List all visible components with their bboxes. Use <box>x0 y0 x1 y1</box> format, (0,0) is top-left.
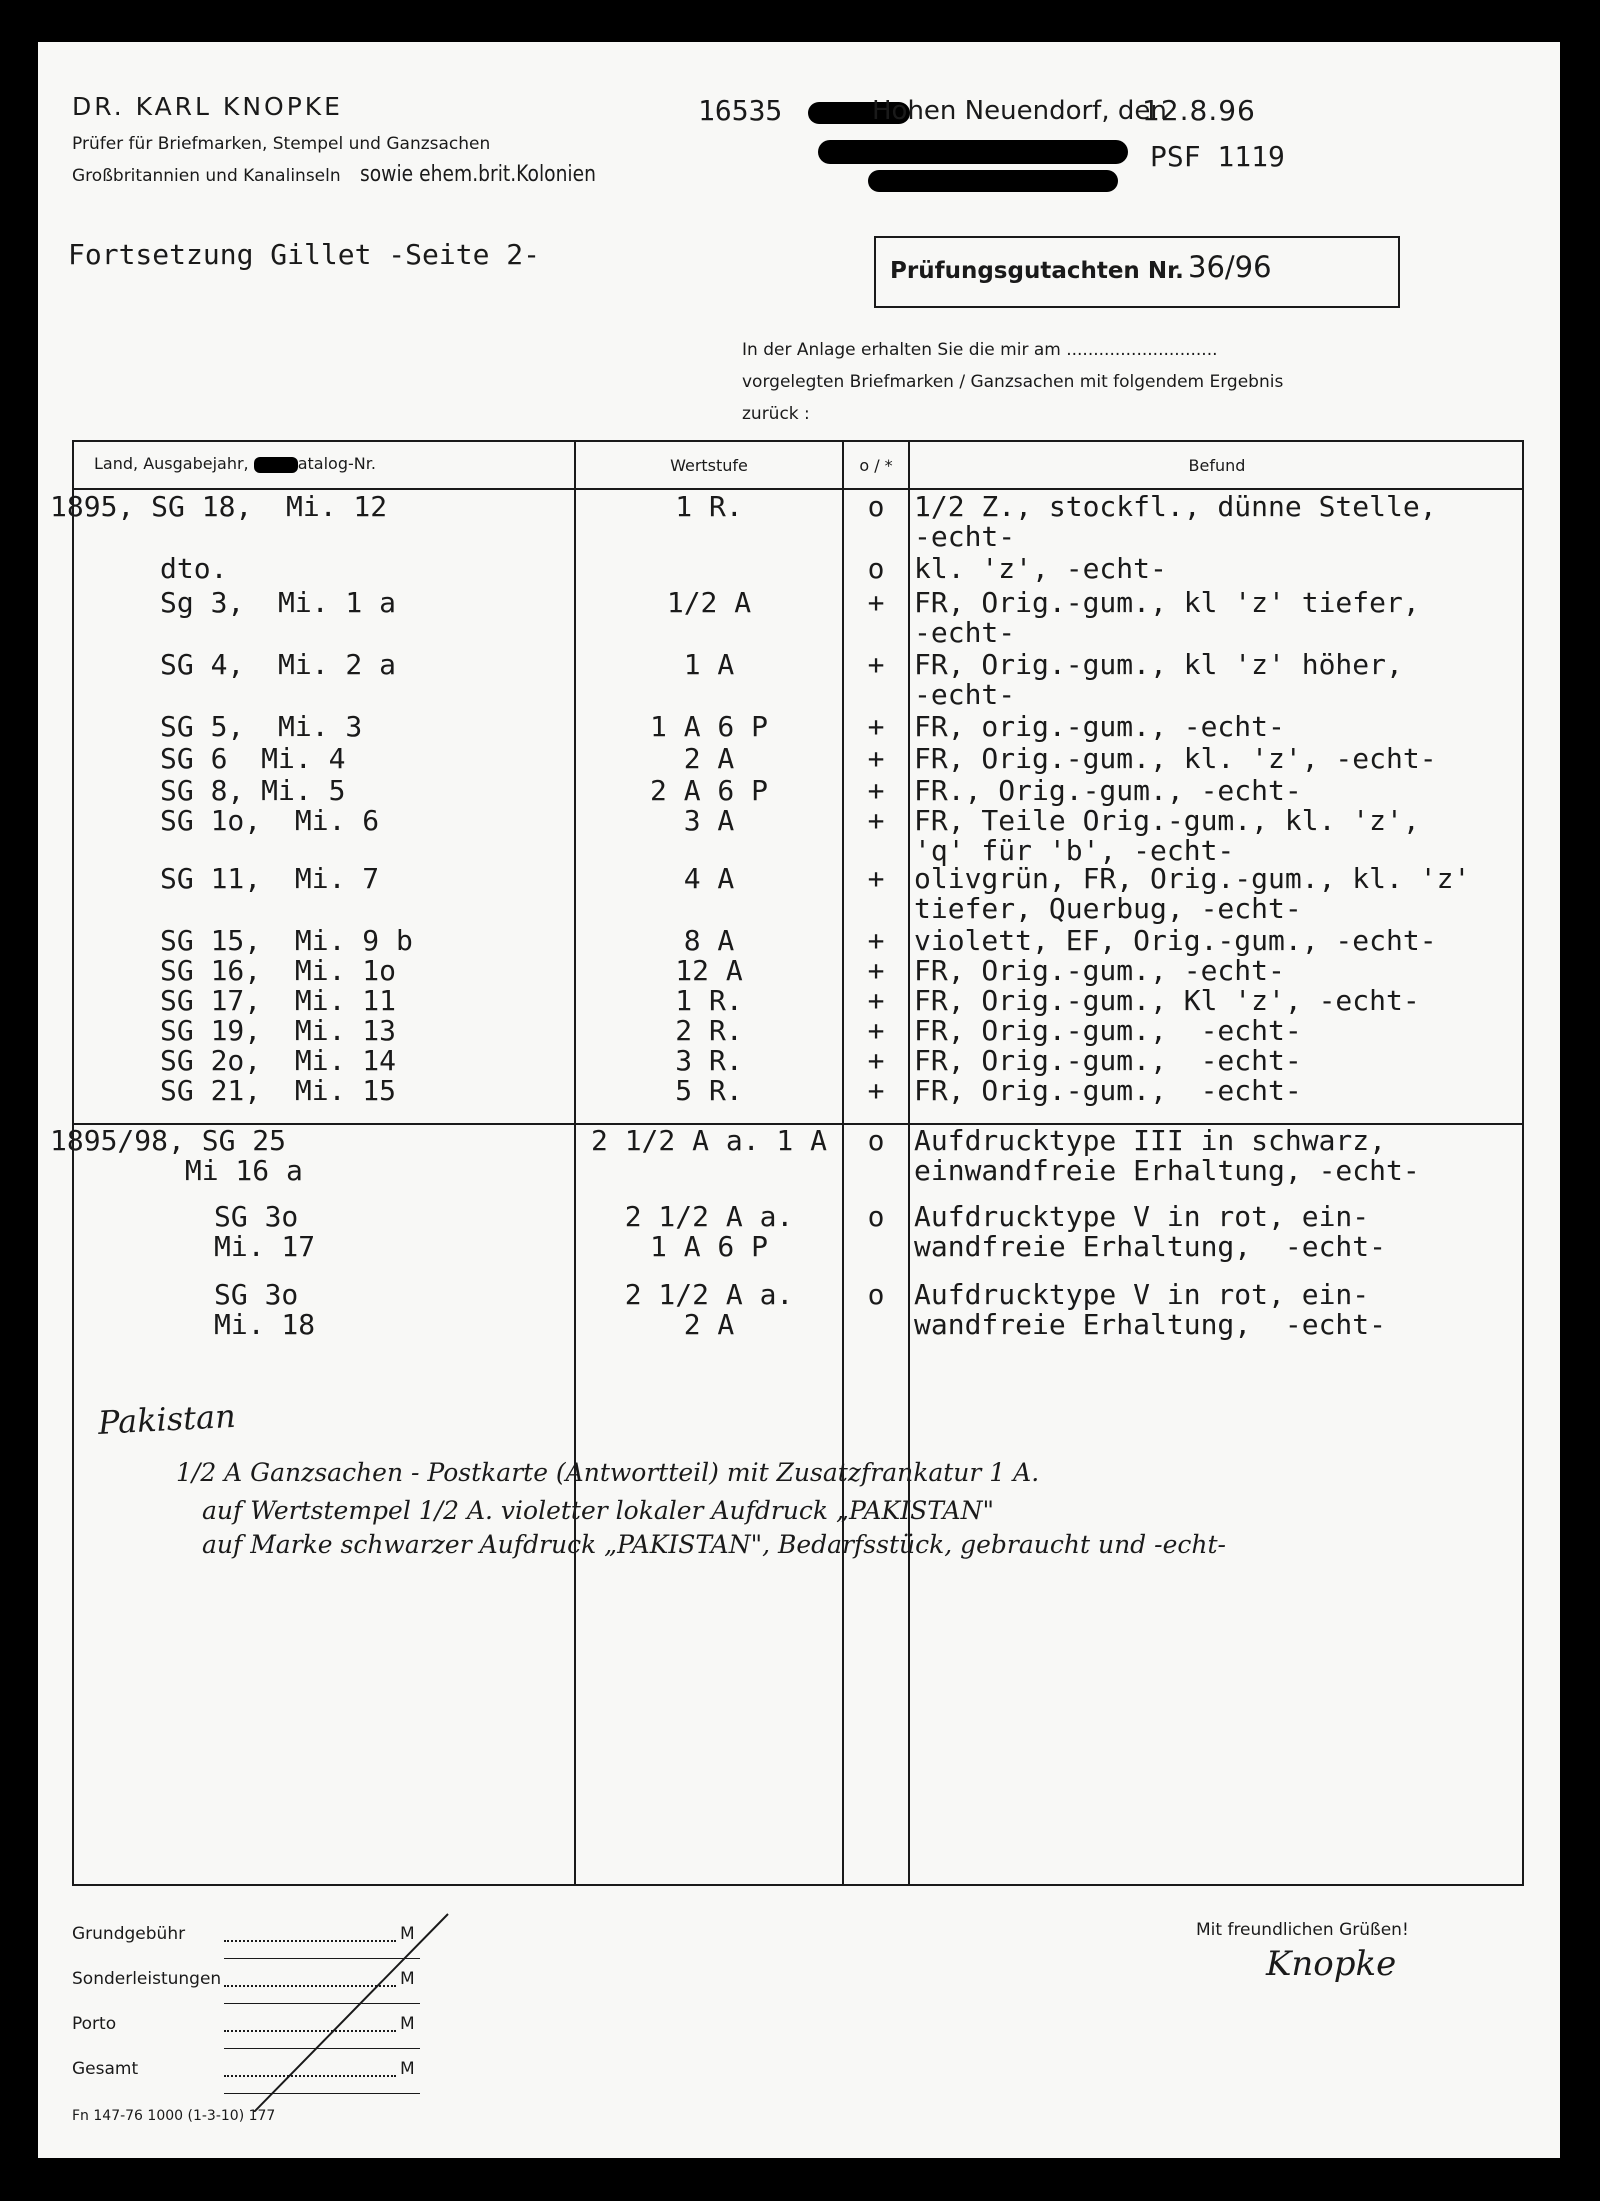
intro-line-1: In der Anlage erhalten Sie die mir am ............................ <box>742 340 1218 360</box>
cell-status: + <box>867 774 885 807</box>
signature: Knopke <box>1266 1944 1397 1984</box>
cell-befund: olivgrün, FR, Orig.-gum., kl. 'z' tiefer, Querbug, -echt- <box>914 862 1471 925</box>
cell-befund: FR, Orig.-gum., -echt- <box>914 1074 1302 1107</box>
cell-land: SG 2o, Mi. 14 <box>160 1044 397 1077</box>
cell-land: SG 1o, Mi. 6 <box>160 804 380 837</box>
cell-land: 1895, SG 18, Mi. 12 <box>50 490 388 523</box>
cell-befund: 1/2 Z., stockfl., dünne Stelle, -echt- <box>914 490 1437 553</box>
cell-befund: FR, Teile Orig.-gum., kl. 'z', 'q' für 'b', -echt- <box>914 804 1420 867</box>
cell-status: + <box>867 1074 885 1107</box>
column-header-status: o / * <box>859 456 893 475</box>
handwritten-line-1: 1/2 A Ganzsachen - Postkarte (Antwortteil) mit Zusatzfrankatur 1 A. <box>176 1458 1040 1487</box>
file-number: 16535 <box>698 94 783 127</box>
cell-land: SG 17, Mi. 11 <box>160 984 397 1017</box>
cell-status: + <box>867 710 885 743</box>
cell-befund: FR, orig.-gum., -echt- <box>914 710 1285 743</box>
cell-status: + <box>867 954 885 987</box>
certificate-label: Prüfungsgutachten Nr. <box>890 258 1184 284</box>
cancel-stroke <box>248 1912 458 2112</box>
handwritten-heading: Pakistan <box>97 1396 237 1442</box>
cell-wertstufe: 3 R. <box>675 1044 743 1077</box>
cell-status: + <box>867 862 885 895</box>
cell-befund: Aufdrucktype V in rot, ein- wandfreie Erhaltung, -echt- <box>914 1200 1387 1263</box>
cell-status: + <box>867 924 885 957</box>
column-divider <box>908 440 910 1886</box>
cell-status: + <box>867 586 885 619</box>
cell-befund: FR, Orig.-gum., kl 'z' tiefer, -echt- <box>914 586 1420 649</box>
certificate-number: 36/96 <box>1188 250 1272 284</box>
cell-land: Sg 3, Mi. 1 a <box>160 586 397 619</box>
cell-befund: FR, Orig.-gum., -echt- <box>914 954 1285 987</box>
cell-wertstufe: 3 A <box>683 804 735 837</box>
cell-befund: violett, EF, Orig.-gum., -echt- <box>914 924 1437 957</box>
cell-wertstufe: 1 R. <box>675 490 743 523</box>
fee-unit: M <box>400 2059 415 2079</box>
cell-wertstufe: 2 A 6 P <box>649 774 768 807</box>
colonies-stamp: sowie ehem.brit.Kolonien <box>360 162 596 187</box>
cell-land: SG 8, Mi. 5 <box>160 774 346 807</box>
fee-unit: M <box>400 1924 415 1944</box>
cell-wertstufe: 2 1/2 A a. 1 A <box>590 1124 827 1157</box>
cell-status: o <box>867 552 885 585</box>
cell-land: SG 21, Mi. 15 <box>160 1074 397 1107</box>
cell-wertstufe: 4 A <box>683 862 735 895</box>
column-header-land: Land, Ausgabejahr, atalog-Nr. <box>94 454 376 473</box>
letter-date: 12.8.96 <box>1142 94 1256 127</box>
cell-befund: FR, Orig.-gum., kl 'z' höher, -echt- <box>914 648 1403 711</box>
cell-land: 1895/98, SG 25 Mi 16 a <box>50 1124 303 1187</box>
cell-status: + <box>867 1014 885 1047</box>
cell-status: o <box>867 1124 885 1157</box>
cell-befund: FR, Orig.-gum., Kl 'z', -echt- <box>914 984 1420 1017</box>
place-date-label: Hohen Neuendorf, den <box>872 96 1167 126</box>
cell-status: + <box>867 984 885 1017</box>
cell-status: o <box>867 1278 885 1311</box>
cell-befund: Aufdrucktype V in rot, ein- wandfreie Erhaltung, -echt- <box>914 1278 1387 1341</box>
examiner-region: Großbritannien und Kanalinseln <box>72 166 341 186</box>
cell-befund: kl. 'z', -echt- <box>914 552 1167 585</box>
cell-befund: FR, Orig.-gum., -echt- <box>914 1014 1302 1047</box>
intro-line-3: zurück : <box>742 404 810 424</box>
fee-unit: M <box>400 1969 415 1989</box>
cell-befund: FR., Orig.-gum., -echt- <box>914 774 1302 807</box>
certificate-box <box>874 236 1400 308</box>
handwritten-line-3: auf Marke schwarzer Aufdruck „PAKISTAN", Bedarfsstück, gebraucht und -echt- <box>202 1530 1226 1559</box>
cell-land: SG 3o Mi. 17 <box>214 1200 316 1263</box>
intro-line-2: vorgelegten Briefmarken / Ganzsachen mit folgendem Ergebnis <box>742 372 1284 392</box>
psf-number: PSF 1119 <box>1150 140 1285 173</box>
handwritten-line-2: auf Wertstempel 1/2 A. violetter lokaler Aufdruck „PAKISTAN" <box>202 1496 994 1525</box>
examiner-subtitle: Prüfer für Briefmarken, Stempel und Ganzsachen <box>72 134 491 154</box>
fee-label: Porto <box>72 2014 117 2034</box>
cell-wertstufe: 2 A <box>683 742 735 775</box>
cell-land: SG 4, Mi. 2 a <box>160 648 397 681</box>
examiner-name: DR. KARL KNOPKE <box>72 92 343 121</box>
redaction-bar <box>254 457 298 473</box>
cell-land: dto. <box>160 552 228 585</box>
continuation-subject: Fortsetzung Gillet -Seite 2- <box>68 238 541 271</box>
cell-wertstufe: 1 R. <box>675 984 743 1017</box>
cell-land: SG 11, Mi. 7 <box>160 862 380 895</box>
closing-greeting: Mit freundlichen Grüßen! <box>1196 1920 1409 1940</box>
fee-label: Gesamt <box>72 2059 139 2079</box>
cell-status: + <box>867 1044 885 1077</box>
fee-unit: M <box>400 2014 415 2034</box>
cell-status: o <box>867 1200 885 1233</box>
cell-befund: FR, Orig.-gum., -echt- <box>914 1044 1302 1077</box>
fee-label: Sonderleistungen <box>72 1969 222 1989</box>
cell-wertstufe: 8 A <box>683 924 735 957</box>
column-header-wertstufe: Wertstufe <box>670 456 748 475</box>
cell-befund: FR, Orig.-gum., kl. 'z', -echt- <box>914 742 1437 775</box>
redaction-bar <box>818 140 1128 164</box>
fee-label: Grundgebühr <box>72 1924 186 1944</box>
cell-wertstufe: 1 A <box>683 648 735 681</box>
cell-status: + <box>867 648 885 681</box>
redaction-bar <box>868 170 1118 192</box>
cell-wertstufe: 12 A <box>675 954 743 987</box>
cell-land: SG 15, Mi. 9 b <box>160 924 413 957</box>
cell-status: + <box>867 742 885 775</box>
cell-wertstufe: 1/2 A <box>666 586 752 619</box>
cell-status: o <box>867 490 885 523</box>
document-page <box>38 42 1560 2158</box>
cell-status: + <box>867 804 885 837</box>
cell-land: SG 19, Mi. 13 <box>160 1014 397 1047</box>
cell-wertstufe: 2 R. <box>675 1014 743 1047</box>
cell-wertstufe: 2 1/2 A a. 1 A 6 P <box>624 1200 794 1263</box>
form-number: Fn 147-76 1000 (1-3-10) 177 <box>72 2108 276 2124</box>
cell-befund: Aufdrucktype III in schwarz, einwandfreie Erhaltung, -echt- <box>914 1124 1420 1187</box>
cell-land: SG 5, Mi. 3 <box>160 710 363 743</box>
cell-land: SG 6 Mi. 4 <box>160 742 346 775</box>
cell-wertstufe: 2 1/2 A a. 2 A <box>624 1278 794 1341</box>
cell-wertstufe: 5 R. <box>675 1074 743 1107</box>
cell-land: SG 16, Mi. 1o <box>160 954 397 987</box>
cell-wertstufe: 1 A 6 P <box>649 710 768 743</box>
cell-land: SG 3o Mi. 18 <box>214 1278 316 1341</box>
column-header-befund: Befund <box>1188 456 1246 475</box>
